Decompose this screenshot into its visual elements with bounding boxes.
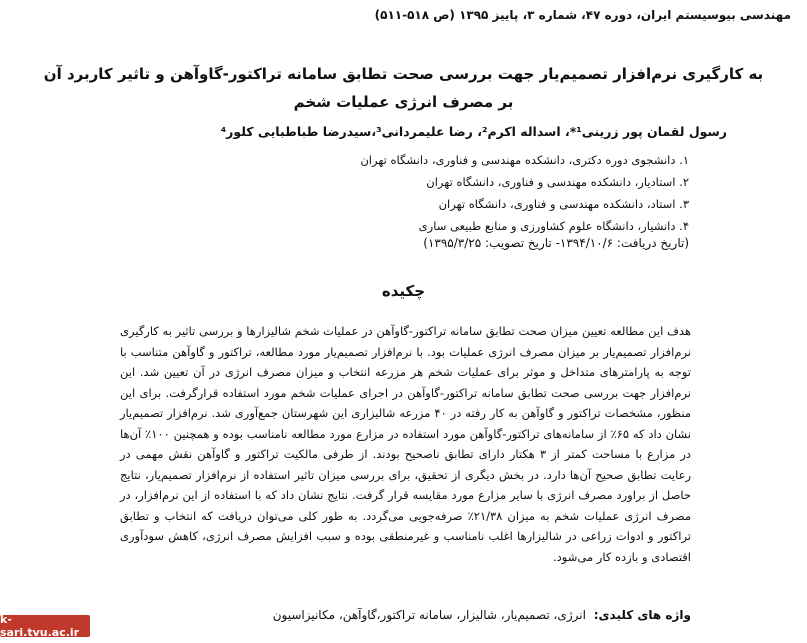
journal-header: مهندسی بیوسیستم ایران، دوره ۴۷، شماره ۳، پاییز ۱۳۹۵ (ص ۵۱۸-۵۱۱) — [374, 8, 791, 22]
keywords-label: واژه های کلیدی: — [593, 608, 691, 622]
keywords-line — [120, 608, 691, 622]
abstract-heading: چکیده — [381, 282, 426, 300]
article-title: به کارگیری نرم‌افزار تصمیم‌یار جهت بررسی صحت تطابق سامانه تراکتور-گاوآهن و تاثیر کاربرد آن بر مصرف انرژی عملیات شخم — [43, 65, 764, 111]
affiliation-item: ۴. دانشیار، دانشگاه علوم کشاورزی و منابع طبیعی ساری — [418, 219, 689, 233]
affiliation-item: ۳. استاد، دانشکده مهندسی و فناوری، دانشگاه تهران — [438, 197, 689, 211]
affiliation-item: ۱. دانشجوی دوره دکتری، دانشکده مهندسی و فناوری، دانشگاه تهران — [360, 153, 689, 167]
author-list: رسول لقمان پور زرینی¹*، اسداله اکرم²، رضا علیمردانی³،سیدرضا طباطبایی کلور⁴ — [220, 124, 727, 139]
affiliation-item: ۲. استادیار، دانشکده مهندسی و فناوری، دانشگاه تهران — [426, 175, 689, 189]
abstract-text: هدف این مطالعه تعیین میزان صحت تطابق سامانه تراکتور-گاوآهن در عملیات شخم شالیزارها و بررسی تاثیر به کارگیری نرم‌افزار تصمیم‌یار بر میزان مصرف انرژی عملیات بود. با نرم‌افزار تصمیم‌یار مورد مطالعه، تراکتور و گاوآهن متناسب با توجه به پارامترهای متداخل و موثر برای عملیات شخم هر مزرعه انتخاب و میزان مصرف انرژی در آن تعیین شد. این نرم‌افزار جهت بررسی صحت تطابق سامانه تراکتور-گاوآهن در اجرای عملیات شخم مورد استفاده قرارگرفت. برای این منظور، مشخصات تراکتور و گاوآهن به کار رفته در ۴۰ مزرعه شالیزاری این شهرستان جمع‌آوری شد. نرم‌افزار تصمیم‌یار نشان داد که ۶۵٪ از سامانه‌های تراکتور-گاوآهن مورد استفاده در مزارع مورد مطالعه نامناسب بوده و همچنین ۱۰۰٪ آن‌ها در مزارع با مساحت کمتر از ۳ هکتار دارای تطابق ناصحیح بودند. از طرفی مالکیت تراکتور و گاوآهن نقش مهمی در رعایت تطابق صحیح آن‌ها دارد. در بخش دیگری از تحقیق، برای بررسی میزان تاثیر استفاده از نرم‌افزار تصمیم‌یار، نتایج حاصل از براورد مصرف انرژی با سایر مزارع مورد مقایسه قرار گرفت. نتایج نشان داد که با استفاده از این نرم‌افزار، در مصرف انرژی عملیات شخم به میزان ۲۱/۳۸٪ صرفه‌جویی می‌گردد. به طور کلی می‌توان دریافت که انتخاب و تطابق تراکتور و ادوات زراعی در شالیزارها اغلب نامناسب و غیرمنطقی بوده و سبب افزایش مصرف انرژی، کاهش سودآوری اقتصادی و بازده کار می‌شود. — [120, 324, 692, 564]
keywords-value: انرژی، تصمیم‌یار، شالیزار، سامانه تراکتور،گاوآهن، مکانیزاسیون — [272, 608, 586, 622]
received-accepted-dates: (تاریخ دریافت: ۱۳۹۴/۱۰/۶- تاریخ تصویب: ۱۳۹۵/۳/۲۵) — [423, 236, 689, 250]
affiliation-list — [200, 149, 689, 237]
site-watermark-link[interactable]: k-sari.tvu.ac.ir — [0, 615, 90, 637]
